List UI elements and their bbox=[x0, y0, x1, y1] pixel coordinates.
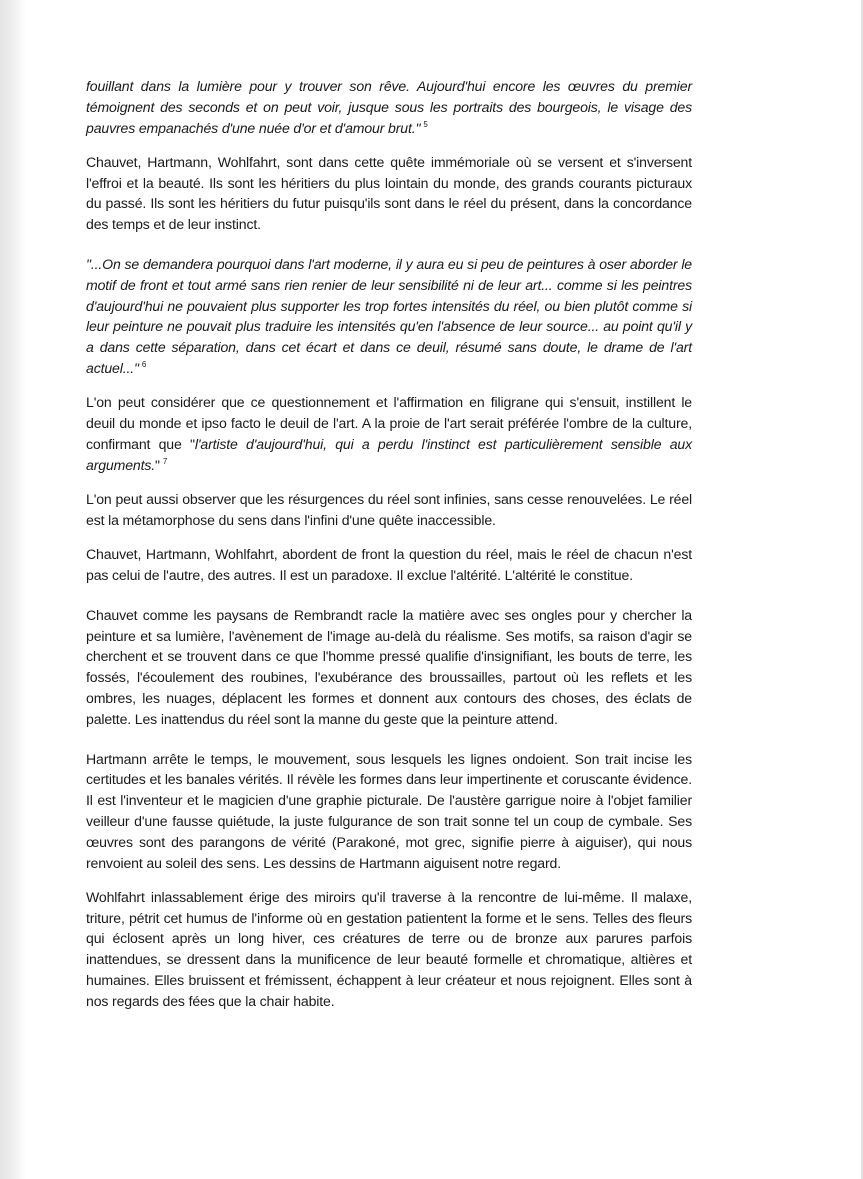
footnote-marker: 7 bbox=[162, 456, 168, 466]
document-body bbox=[86, 76, 692, 1025]
paragraph-text: L'on peut aussi observer que les résurgences du réel sont infinies, sans cesse renouvelées. Le réel est la métamorphose du sens dans l'infini d'une quête inaccessible. bbox=[86, 491, 692, 528]
paragraph-8 bbox=[86, 749, 692, 874]
paragraph-6 bbox=[86, 544, 692, 586]
paragraph-text: fouillant dans la lumière pour y trouver son rêve. Aujourd'hui encore les œuvres du premier témoignent des seconds et on peut voir, jusque sous les portraits des bourgeois, le visage des pauvres empanachés d'une nuée d'or et d'amour brut." bbox=[86, 78, 692, 136]
footnote-marker: 5 bbox=[423, 119, 428, 129]
footnote-marker: 6 bbox=[141, 360, 147, 370]
paragraph-text: Chauvet comme les paysans de Rembrandt racle la matière avec ses ongles pour y chercher la peinture et sa lumière, l'avènement de l'image au-delà du réalisme. Ses motifs, sa raison d'agir se cherchent et se trouvent dans ce que l'homme pressé qualifie d'insignifiant, les bouts de terre, les fossés, l'écoulement des roubines, l'exubérance des broussailles, partout où les reflets et les ombres, les nuages, déplacent les formes et donnent aux contours des choses, des éclats de palette. Les inattendus du réel sont la manne du geste que la peinture attend. bbox=[86, 606, 692, 727]
paragraph-4 bbox=[86, 392, 692, 475]
paragraph-text: Wohlfahrt inlassablement érige des miroirs qu'il traverse à la rencontre de lui-même. Il malaxe, triture, pétrit cet humus de l'informe où en gestation patientent la forme et le sens. Telles des fleurs qui éclosent après un long hiver, ces créatures de terre ou de bronze aux parures parfois inattendues, se dressent dans la munificence de leur beauté formelle et chromatique, altières et humaines. Elles bruissent et frémissent, échappent à leur créateur et nous rejoignent. Elles sont à nos regards des fées que la chair habite. bbox=[86, 888, 692, 1009]
paragraph-text: L'on peut considérer que ce questionnement et l'affirmation en filigrane qui s'ensuit, instillent le deuil du monde et ipso facto le deuil de l'art. A la proie de l'art serait préférée l'ombre de la culture, confirmant que " bbox=[86, 394, 692, 452]
paragraph-5 bbox=[86, 489, 692, 531]
paragraph-text: "...On se demandera pourquoi dans l'art moderne, il y aura eu si peu de peintures à oser aborder le motif de front et tout armé sans rien renier de leur sensibilité ni de leur art... comme si les peintres d'aujourd'hui ne pouvaient plus supporter les trop fortes intensités du réel, ou bien plutôt comme si leur peinture ne pouvait plus traduire les intensités qu'en l'absence de leur source... au point qu'il y a dans cette séparation, dans cet écart et dans ce deuil, résumé sans doute, le drame de l'art actuel..." bbox=[86, 256, 692, 377]
paragraph-7 bbox=[86, 605, 692, 730]
quoted-text: l'artiste d'aujourd'hui, qui a perdu l'instinct est particulièrement sensible aux arguments. bbox=[86, 435, 692, 473]
paragraph-2 bbox=[86, 152, 692, 235]
paragraph-text: Chauvet, Hartmann, Wohlfahrt, abordent de front la question du réel, mais le réel de chacun n'est pas celui de l'autre, des autres. Il est un paradoxe. Il exclue l'altérité. L'altérité le constitue. bbox=[86, 546, 692, 583]
closing-quote: " bbox=[155, 456, 160, 473]
quote-paragraph-1 bbox=[86, 76, 692, 138]
paragraph-9 bbox=[86, 887, 692, 1012]
paragraph-text: Chauvet, Hartmann, Wohlfahrt, sont dans cette quête immémoriale où se versent et s'inversent l'effroi et la beauté. Ils sont les héritiers du plus lointain du monde, des grands courants picturaux du passé. Ils sont les héritiers du futur puisqu'ils sont dans le réel du présent, dans la concordance des temps et de leur instinct. bbox=[86, 153, 692, 233]
paragraph-text: Hartmann arrête le temps, le mouvement, sous lesquels les lignes ondoient. Son trait incise les certitudes et les banales vérités. Il révèle les formes dans leur impertinente et coruscante évidence. Il est l'inventeur et le magicien d'une graphie picturale. De l'austère garrigue noire à l'objet familier veilleur d'une fausse quiétude, la juste fulgurance de son trait sonne tel un coup de cymbale. Ses œuvres sont des parangons de vérité (Parakoné, mot grec, signifie pierre à aiguiser), qui nous renvoient au soleil des sens. Les dessins de Hartmann aiguisent notre regard. bbox=[86, 750, 692, 871]
page-gutter-shadow bbox=[0, 0, 26, 1179]
quote-paragraph-3 bbox=[86, 254, 692, 379]
